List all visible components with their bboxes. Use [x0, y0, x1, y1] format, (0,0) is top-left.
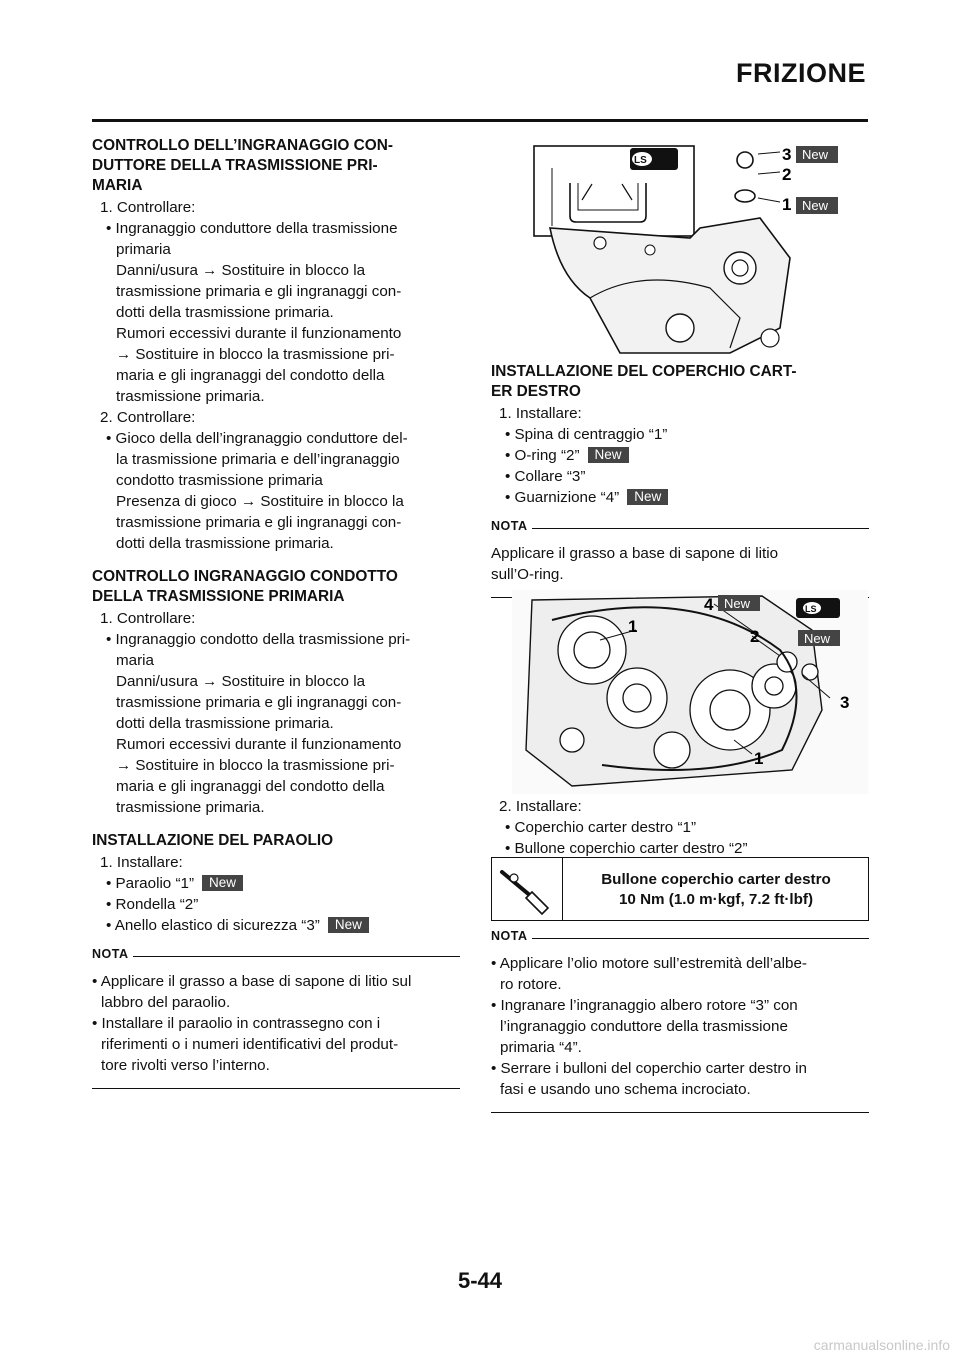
step: 2. Controllare: [100, 409, 196, 426]
torque-text: Bullone coperchio carter destro 10 Nm (1.0 m·kgf, 7.2 ft·lbf) [601, 871, 831, 908]
heading-drive-gear-check: CONTROLLO DELL’INGRANAGGIO CON- DUTTORE DELLA TRASMISSIONE PRI- MARIA [92, 137, 393, 194]
new-badge: New [802, 147, 829, 162]
callout-3: 3 [782, 145, 792, 164]
bullet: • Ingranaggio conduttore della trasmissione [106, 220, 398, 237]
ls-label: LS [805, 604, 817, 614]
list-item: • Guarnizione “4” New [505, 487, 869, 508]
install-list [491, 817, 869, 859]
new-badge: New [724, 596, 751, 611]
new-badge: New [802, 198, 829, 213]
new-badge: New [588, 447, 629, 463]
list-item: • Bullone coperchio carter destro “2” [505, 840, 748, 857]
bullet-body: primaria Danni/usura → Sostituire in blocco la trasmissione primaria e gli ingranaggi con- dotti della trasmissione primaria. Rumori eccessivi durante il funzionamento → Sostituire in blocco la trasmissione pri- maria e gli ingranaggi del condotto della trasmissione primaria. [116, 241, 402, 405]
right-column-top [491, 362, 869, 598]
left-column [92, 136, 460, 1089]
new-badge: New [328, 917, 369, 933]
step: 2. Installare: [499, 798, 582, 815]
note-body: Applicare il grasso a base di sapone di litio sull’O-ring. [491, 537, 869, 598]
right-column-bottom [491, 926, 869, 1113]
note-header: NOTA [491, 516, 869, 537]
heading-right-cover-install: INSTALLAZIONE DEL COPERCHIO CART- ER DESTRO [491, 363, 797, 400]
bullet-body: maria Danni/usura → Sostituire in blocco la trasmissione primaria e gli ingranaggi con- dotti della trasmissione primaria. Rumori eccessivi durante il funzionamento → Sostituire in blocco la trasmissione pri- maria e gli ingranaggi del condotto della trasmissione primaria. [116, 652, 402, 816]
step: 1. Installare: [499, 405, 582, 422]
bullet-body: la trasmissione primaria e dell’ingranaggio condotto trasmissione primaria Presenza di gioco → Sostituire in blocco la trasmissione primaria e gli ingranaggi con- dotti della trasmissione primaria. [116, 451, 404, 552]
new-badge: New [202, 875, 243, 891]
step: 1. Controllare: [100, 199, 196, 216]
callout-1: 1 [754, 749, 764, 768]
header-rule [92, 119, 868, 122]
callout-1: 1 [782, 195, 792, 214]
install-list [491, 424, 869, 508]
list-item: • Paraolio “1” New [106, 873, 460, 894]
note-header: NOTA [491, 926, 869, 947]
callout-3: 3 [840, 693, 850, 712]
bullet: • Gioco della dell’ingranaggio conduttore del- [106, 430, 408, 447]
right-column-mid [491, 796, 869, 859]
list-item: • Spina di centraggio “1” [505, 426, 668, 443]
new-badge: New [627, 489, 668, 505]
crankcase-cover-figure [512, 590, 868, 794]
torque-spec-box [491, 857, 869, 921]
callout-2: 2 [750, 627, 760, 646]
step: 1. Installare: [100, 854, 183, 871]
list-item: • O-ring “2” New [505, 445, 869, 466]
callout-2: 2 [782, 165, 792, 184]
note-body: • Applicare il grasso a base di sapone di litio sul labbro del paraolio. • Installare il paraolio in contrassegno con i riferimenti o i numeri identificativi del produt- tore rivolti verso l’interno. [92, 965, 460, 1089]
list-item: • Anello elastico di sicurezza “3” New [106, 915, 460, 936]
section-title: FRIZIONE [736, 58, 866, 88]
list-item: • Rondella “2” [106, 896, 199, 913]
callout-1: 1 [628, 617, 638, 636]
callout-4: 4 [704, 595, 714, 614]
ls-label: LS [634, 155, 647, 166]
list-item: • Coperchio carter destro “1” [505, 819, 697, 836]
note-header: NOTA [92, 944, 460, 965]
new-badge: New [804, 631, 831, 646]
torque-wrench-icon [492, 858, 563, 920]
install-list [92, 873, 460, 936]
bullet: • Ingranaggio condotto della trasmissione pri- [106, 631, 411, 648]
list-item: • Collare “3” [505, 468, 586, 485]
watermark: carmanualsonline.info [813, 1337, 950, 1353]
heading-oil-seal-install: INSTALLAZIONE DEL PARAOLIO [92, 832, 334, 849]
oil-seal-figure [530, 138, 850, 366]
page-number: 5-44 [457, 1268, 503, 1293]
note-body: • Applicare l’olio motore sull’estremità dell’albe- ro rotore. • Ingranare l’ingranaggio albero rotore “3” con l’ingranaggio conduttore della trasmissione primaria “4”. • Serrare i bulloni del coperchio carter destro in fasi e usando uno schema incrociato. [491, 947, 869, 1113]
heading-driven-gear-check: CONTROLLO INGRANAGGIO CONDOTTO DELLA TRASMISSIONE PRIMARIA [92, 568, 398, 605]
step: 1. Controllare: [100, 610, 196, 627]
